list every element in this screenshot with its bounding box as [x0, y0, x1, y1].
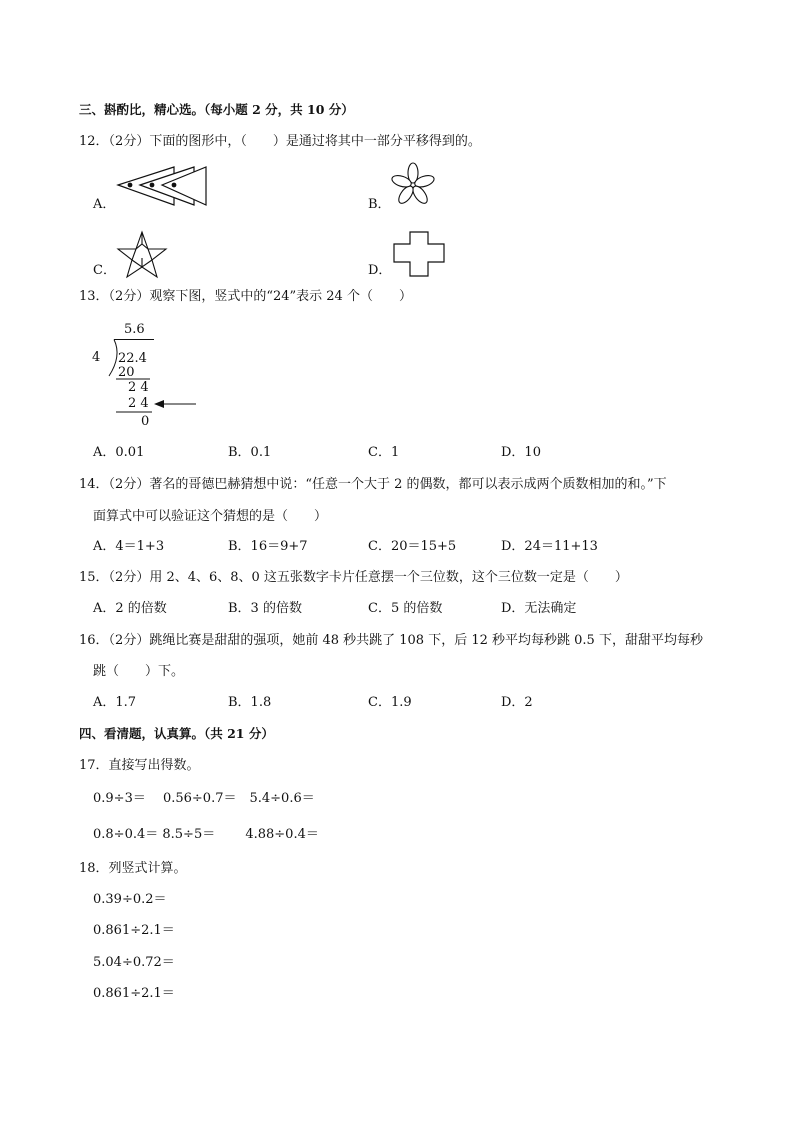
q15-option-b: B．3 的倍数: [228, 601, 302, 616]
star-figure: [116, 230, 168, 280]
q18-item-2: 0.861÷2.1＝: [93, 923, 175, 938]
q15-option-a: A．2 的倍数: [93, 601, 167, 616]
q16-option-a: A．1.7: [93, 695, 137, 710]
q16-stem-continued: 跳（ ）下。: [93, 664, 185, 679]
q14-option-a: A．4＝1+3: [93, 539, 165, 554]
q18-item-1: 0.39÷0.2＝: [93, 892, 167, 907]
q16-stem: 16．（2分）跳绳比赛是甜甜的强项，她前 48 秒共跳了 108 下，后 12 秒平均每秒跳 0.5 下，甜甜平均每秒: [79, 633, 703, 648]
q14-stem: 14．（2分）著名的哥德巴赫猜想中说：“任意一个大于 2 的偶数，都可以表示成两个质数相加的和。”下: [79, 477, 667, 492]
q12-option-a-label: A．: [93, 197, 116, 212]
division-step-2: 2 4: [128, 380, 149, 395]
arrow-icon: [154, 400, 164, 408]
cross-figure: [392, 230, 446, 278]
division-step-3: 2 4: [128, 396, 149, 411]
division-dividend: 22.4: [118, 351, 147, 366]
division-quotient: 5.6: [124, 322, 145, 337]
q13-stem: 13．（2分）观察下图，竖式中的“24”表示 24 个（ ）: [79, 289, 412, 304]
q14-option-b: B．16＝9+7: [228, 539, 308, 554]
q13-option-a: A．0.01: [93, 445, 145, 460]
triangles-figure: [114, 163, 210, 211]
q16-option-d: D．2: [501, 695, 533, 710]
q12-option-c-label: C．: [93, 263, 116, 278]
q17-row-1: 0.9÷3＝ 0.56÷0.7＝ 5.4÷0.6＝: [93, 791, 315, 806]
q14-option-c: C．20＝15+5: [368, 539, 457, 554]
q13-option-d: D．10: [501, 445, 541, 460]
q17-row-2: 0.8÷0.4＝ 8.5÷5＝ 4.88÷0.4＝: [93, 827, 319, 842]
q13-option-c: C．1: [368, 445, 400, 460]
q17-stem: 17．直接写出得数。: [79, 758, 200, 773]
q18-item-4: 0.861÷2.1＝: [93, 986, 175, 1001]
division-remainder: 0: [141, 414, 150, 429]
q16-option-c: C．1.9: [368, 695, 412, 710]
q18-stem: 18．列竖式计算。: [79, 861, 187, 876]
q15-option-d: D．无法确定: [501, 601, 577, 616]
division-lines: [100, 338, 200, 418]
q13-option-b: B．0.1: [228, 445, 272, 460]
flower-figure: [390, 162, 436, 210]
division-step-1: 20: [118, 365, 135, 380]
section-4-title: 四、看清题，认真算。（共 21 分）: [79, 726, 274, 741]
q12-option-d-label: D．: [368, 263, 392, 278]
q16-option-b: B．1.8: [228, 695, 272, 710]
section-3-title: 三、斟酌比，精心选。（每小题 2 分，共 10 分）: [79, 102, 354, 117]
q15-option-c: C．5 的倍数: [368, 601, 443, 616]
q14-stem-continued: 面算式中可以验证这个猜想的是（ ）: [93, 509, 328, 524]
division-divisor: 4: [92, 350, 101, 365]
q12-option-b-label: B．: [368, 197, 391, 212]
q12-stem: 12．（2分）下面的图形中，（ ）是通过将其中一部分平移得到的。: [79, 134, 481, 149]
q15-stem: 15．（2分）用 2、4、6、8、0 这五张数字卡片任意摆一个三位数，这个三位数一定是（ ）: [79, 570, 628, 585]
q14-option-d: D．24＝11+13: [501, 539, 598, 554]
q18-item-3: 5.04÷0.72＝: [93, 955, 175, 970]
